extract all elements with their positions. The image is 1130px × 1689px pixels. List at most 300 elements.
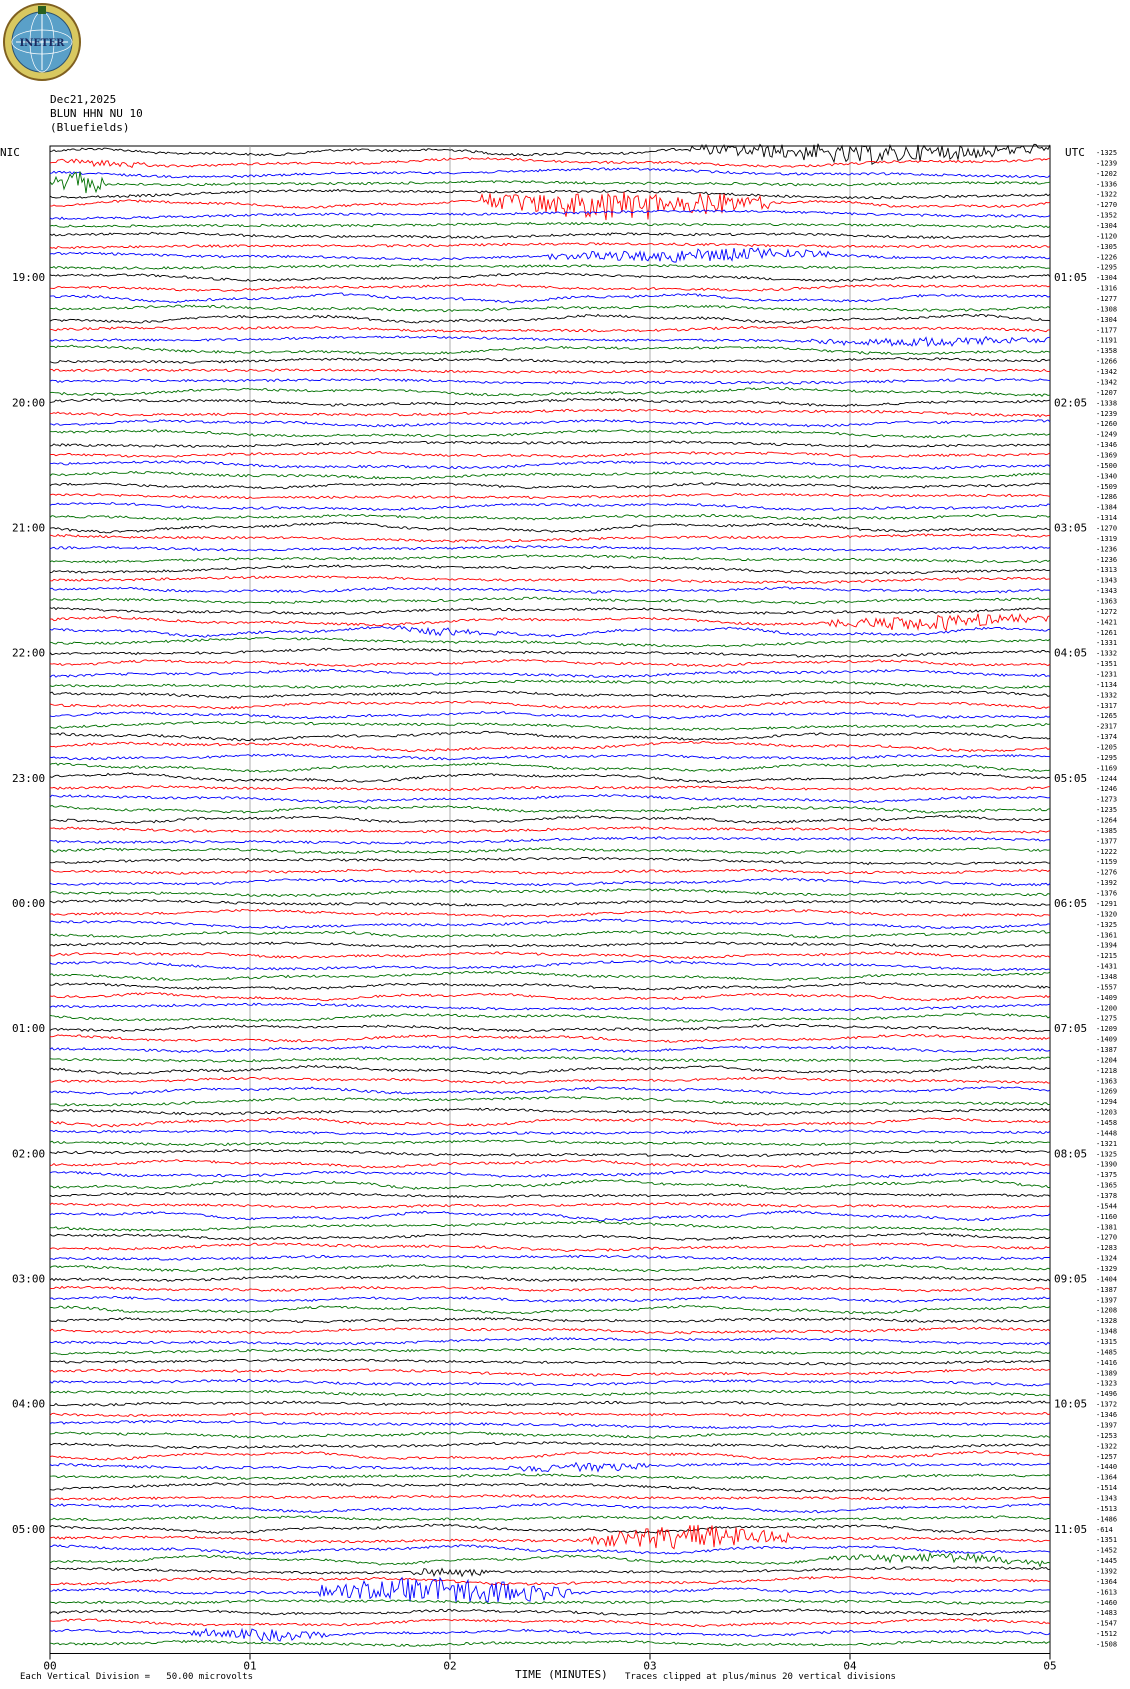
trace-line [50, 327, 1050, 333]
trace-offset-label: -1246 [1096, 785, 1118, 794]
trace-offset-label: -1231 [1096, 670, 1118, 679]
trace-offset-label: -1294 [1096, 1098, 1118, 1107]
trace-offset-label: -1270 [1096, 201, 1118, 210]
trace-offset-label: -1343 [1096, 576, 1118, 585]
left-hour-label: 02:00 [12, 1147, 46, 1161]
trace-offset-label: -1236 [1096, 555, 1118, 564]
trace-line [50, 722, 1050, 731]
trace-offset-label: -1363 [1096, 597, 1118, 606]
trace-line [50, 314, 1050, 323]
x-tick-label: 05 [1043, 1659, 1057, 1673]
trace-offset-label: -1512 [1096, 1630, 1118, 1639]
trace-offset-label: -1378 [1096, 1192, 1118, 1200]
trace-offset-label: -1351 [1096, 660, 1118, 669]
trace-offset-label: -1269 [1096, 1087, 1118, 1096]
trace-offset-label: -1351 [1096, 1536, 1118, 1545]
trace-offset-label: -1313 [1096, 566, 1118, 575]
trace-line [50, 1495, 1050, 1500]
trace-line [50, 522, 1050, 533]
trace-line [50, 1368, 1050, 1376]
left-hour-label: 01:00 [12, 1022, 46, 1036]
left-hour-label: 03:00 [12, 1272, 46, 1286]
trace-line [50, 869, 1050, 874]
trace-offset-label: -1483 [1096, 1609, 1118, 1618]
trace-offset-label: -1343 [1096, 587, 1118, 596]
trace-line [50, 1359, 1050, 1365]
trace-offset-label: -1160 [1096, 1212, 1118, 1221]
header-station: BLUN HHN NU 10 [50, 107, 143, 120]
trace-line [50, 265, 1050, 270]
right-hour-label: 07:05 [1054, 1022, 1088, 1036]
trace-line [50, 336, 1050, 346]
trace-line [50, 993, 1050, 1001]
trace-offset-label: -1352 [1096, 211, 1118, 220]
trace-offset-label: -1315 [1096, 1338, 1118, 1347]
trace-line [50, 971, 1050, 980]
trace-line [50, 1179, 1050, 1190]
trace-offset-label: -1270 [1096, 1233, 1118, 1242]
trace-offset-label: -1322 [1096, 1442, 1118, 1451]
trace-line [50, 576, 1050, 584]
right-hour-label: 10:05 [1054, 1397, 1088, 1411]
trace-offset-label: -1304 [1096, 222, 1118, 231]
trace-offset-label: -1343 [1096, 1494, 1118, 1503]
trace-offset-label: -1328 [1096, 1317, 1118, 1326]
trace-offset-label: -1323 [1096, 1379, 1118, 1388]
trace-line [50, 1525, 1050, 1549]
trace-offset-label: -1613 [1096, 1588, 1118, 1597]
trace-offset-label: -1260 [1096, 420, 1118, 429]
trace-line [50, 878, 1050, 886]
right-timezone-label: UTC [1065, 146, 1085, 159]
x-tick-label: 00 [43, 1659, 57, 1673]
right-hour-label: 02:05 [1054, 396, 1088, 410]
trace-offset-label: -1404 [1096, 1275, 1118, 1284]
left-hour-label: 22:00 [12, 646, 46, 660]
trace-line [50, 243, 1050, 249]
trace-line [50, 232, 1050, 238]
trace-offset-label: -1508 [1096, 1640, 1118, 1649]
trace-line [50, 158, 1050, 168]
trace-offset-label: -1304 [1096, 315, 1118, 324]
trace-line [50, 1171, 1050, 1178]
trace-offset-label: -1544 [1096, 1202, 1118, 1211]
right-hour-label: 11:05 [1054, 1522, 1088, 1536]
trace-line [50, 565, 1050, 574]
trace-offset-label: -1215 [1096, 952, 1118, 961]
trace-offset-label: -1331 [1096, 639, 1118, 648]
trace-offset-label: -1325 [1096, 920, 1118, 929]
trace-line [50, 1599, 1050, 1604]
trace-line [50, 1463, 1050, 1472]
trace-offset-label: -1249 [1096, 430, 1118, 439]
trace-line [50, 1265, 1050, 1272]
right-hour-label: 06:05 [1054, 896, 1088, 910]
trace-offset-label: -1305 [1096, 242, 1118, 251]
trace-offset-label: -1266 [1096, 357, 1118, 366]
trace-line [50, 189, 1050, 198]
trace-offset-label: -1500 [1096, 461, 1118, 470]
trace-offset-label: -1177 [1096, 326, 1118, 335]
trace-line [50, 952, 1050, 959]
trace-line [50, 1516, 1050, 1521]
header-date: Dec21,2025 [50, 93, 117, 106]
trace-offset-label: -1557 [1096, 983, 1118, 992]
logo-text: INETER [19, 38, 65, 49]
trace-line [50, 222, 1050, 227]
trace-offset-label: -1295 [1096, 263, 1118, 272]
trace-line [50, 1077, 1050, 1083]
trace-offset-label: -1486 [1096, 1515, 1118, 1524]
trace-line [50, 786, 1050, 791]
x-tick-label: 02 [443, 1659, 457, 1673]
left-hour-label: 20:00 [12, 396, 46, 410]
trace-offset-label: -1392 [1096, 1567, 1118, 1576]
trace-offset-label: -1236 [1096, 545, 1118, 554]
trace-line [50, 1380, 1050, 1386]
trace-offset-label: -1325 [1096, 149, 1118, 157]
trace-line [50, 1149, 1050, 1157]
trace-line [50, 452, 1050, 458]
right-hour-label: 05:05 [1054, 771, 1088, 785]
trace-line [50, 815, 1050, 823]
trace-line [50, 1203, 1050, 1209]
trace-line [50, 1640, 1050, 1646]
trace-offset-label: -1458 [1096, 1118, 1118, 1127]
trace-line [50, 614, 1050, 631]
trace-line [50, 587, 1050, 593]
trace-line [50, 379, 1050, 384]
trace-line [50, 284, 1050, 291]
trace-line [50, 1503, 1050, 1513]
trace-offset-label: -1513 [1096, 1504, 1118, 1513]
trace-offset-label: -1322 [1096, 190, 1118, 199]
trace-line [50, 430, 1050, 438]
left-hour-label: 19:00 [12, 271, 46, 285]
x-tick-label: 04 [843, 1659, 857, 1673]
trace-line [50, 1451, 1050, 1461]
trace-line [50, 399, 1050, 407]
trace-line [50, 712, 1050, 719]
trace-line [50, 1412, 1050, 1417]
trace-offset-label: -1308 [1096, 305, 1118, 314]
trace-offset-label: -1409 [1096, 993, 1118, 1002]
trace-offset-label: -1200 [1096, 1004, 1118, 1013]
trace-offset-label: -1191 [1096, 336, 1118, 345]
trace-offset-label: -1440 [1096, 1463, 1118, 1472]
trace-line [50, 420, 1050, 427]
trace-line [50, 461, 1050, 469]
trace-line [50, 1003, 1050, 1010]
trace-offset-label: -1208 [1096, 1306, 1118, 1315]
trace-line [50, 805, 1050, 813]
trace-offset-label: -1365 [1096, 1181, 1118, 1190]
trace-offset-label: -1346 [1096, 441, 1118, 450]
trace-line [50, 555, 1050, 563]
trace-line [50, 701, 1050, 709]
trace-offset-label: -1460 [1096, 1598, 1118, 1607]
trace-line [50, 546, 1050, 551]
trace-line [50, 441, 1050, 447]
trace-offset-label: -1218 [1096, 1066, 1118, 1075]
trace-offset-label: -1376 [1096, 889, 1118, 898]
trace-line [50, 1567, 1050, 1577]
trace-line [50, 1306, 1050, 1315]
trace-line [50, 597, 1050, 604]
trace-line [50, 669, 1050, 677]
trace-line [50, 168, 1050, 178]
trace-offset-label: -1452 [1096, 1546, 1118, 1555]
trace-line [50, 1619, 1050, 1627]
trace-offset-label: -1314 [1096, 514, 1118, 523]
trace-line [50, 409, 1050, 417]
trace-offset-label: -1387 [1096, 1285, 1118, 1294]
trace-offset-label: -1295 [1096, 753, 1118, 762]
trace-offset-label: -1304 [1096, 274, 1118, 283]
trace-offset-label: -1431 [1096, 962, 1118, 971]
trace-offset-label: -1445 [1096, 1557, 1118, 1566]
trace-line [50, 1221, 1050, 1231]
trace-line [50, 626, 1050, 637]
trace-offset-label: -1317 [1096, 701, 1118, 710]
trace-offset-label: -1277 [1096, 295, 1118, 304]
trace-offset-label: -1364 [1096, 1473, 1118, 1482]
trace-offset-label: -1270 [1096, 524, 1118, 533]
trace-offset-label: -1346 [1096, 1411, 1118, 1420]
trace-offset-label: -1202 [1096, 169, 1118, 178]
trace-offset-label: -1496 [1096, 1390, 1118, 1399]
trace-line [50, 1327, 1050, 1334]
trace-offset-label: -1342 [1096, 368, 1118, 377]
trace-offset-label: -1253 [1096, 1431, 1118, 1440]
trace-line [50, 942, 1050, 948]
trace-line [50, 1401, 1050, 1406]
trace-line [50, 1474, 1050, 1480]
trace-offset-label: -1381 [1096, 1223, 1118, 1232]
trace-offset-label: -1239 [1096, 409, 1118, 418]
trace-line [50, 982, 1050, 990]
trace-offset-label: -1316 [1096, 284, 1118, 293]
trace-offset-label: -1272 [1096, 607, 1118, 616]
trace-line [50, 1013, 1050, 1022]
trace-offset-label: -1375 [1096, 1171, 1118, 1180]
trace-line [50, 773, 1050, 783]
trace-offset-label: -1257 [1096, 1452, 1118, 1461]
trace-offset-label: -1390 [1096, 1160, 1118, 1169]
trace-offset-label: -1389 [1096, 1369, 1118, 1378]
trace-offset-label: -1394 [1096, 941, 1118, 950]
trace-line [50, 1609, 1050, 1615]
trace-offset-label: -1332 [1096, 649, 1118, 658]
trace-line [50, 514, 1050, 520]
trace-line [50, 848, 1050, 854]
trace-line [50, 1057, 1050, 1062]
trace-line [50, 1553, 1050, 1566]
trace-line [50, 741, 1050, 751]
trace-line [50, 1233, 1050, 1240]
trace-line [50, 691, 1050, 698]
trace-line [50, 1432, 1050, 1438]
trace-line [50, 1390, 1050, 1396]
trace-offset-label: -1283 [1096, 1244, 1118, 1253]
left-hour-label: 21:00 [12, 521, 46, 535]
trace-line [50, 248, 1050, 262]
trace-line [50, 648, 1050, 657]
trace-line [50, 494, 1050, 499]
trace-offset-label: -1205 [1096, 743, 1118, 752]
trace-offset-label: -1120 [1096, 232, 1118, 241]
trace-offset-label: -1321 [1096, 1139, 1118, 1148]
x-axis-label: TIME (MINUTES) [515, 1668, 608, 1681]
trace-offset-label: -1372 [1096, 1400, 1118, 1409]
trace-line [50, 472, 1050, 480]
trace-line [50, 837, 1050, 844]
trace-line [50, 1421, 1050, 1429]
trace-line [50, 1286, 1050, 1292]
trace-offset-label: -1385 [1096, 826, 1118, 835]
trace-line [50, 1578, 1050, 1602]
trace-offset-label: -1377 [1096, 837, 1118, 846]
trace-offset-label: -1421 [1096, 618, 1118, 627]
trace-line [50, 680, 1050, 688]
trace-line [50, 1117, 1050, 1127]
trace-offset-label: -1348 [1096, 972, 1118, 981]
trace-line [50, 1097, 1050, 1106]
trace-offset-label: -1369 [1096, 451, 1118, 460]
trace-offset-label: -1134 [1096, 680, 1118, 689]
trace-offset-label: -1239 [1096, 159, 1118, 168]
trace-line [50, 345, 1050, 354]
right-hour-label: 01:05 [1054, 271, 1088, 285]
trace-line [50, 858, 1050, 865]
trace-offset-label: -1384 [1096, 503, 1118, 512]
trace-line [50, 1296, 1050, 1302]
trace-offset-label: -1485 [1096, 1348, 1118, 1357]
trace-line [50, 608, 1050, 615]
trace-line [50, 388, 1050, 397]
trace-line [50, 1140, 1050, 1145]
left-hour-label: 05:00 [12, 1522, 46, 1536]
trace-line [50, 1130, 1050, 1135]
left-hour-label: 04:00 [12, 1397, 46, 1411]
trace-line [50, 931, 1050, 938]
trace-line [50, 900, 1050, 907]
trace-offset-label: -1397 [1096, 1296, 1118, 1305]
trace-offset-label: -1226 [1096, 253, 1118, 262]
trace-offset-label: -1222 [1096, 847, 1118, 856]
trace-line [50, 273, 1050, 282]
left-timezone-label: NIC [0, 146, 20, 159]
trace-offset-label: -1340 [1096, 472, 1118, 481]
trace-line [50, 1576, 1050, 1585]
left-hour-label: 23:00 [12, 771, 46, 785]
trace-offset-label: -1358 [1096, 347, 1118, 356]
right-hour-label: 09:05 [1054, 1272, 1088, 1286]
trace-line [50, 534, 1050, 542]
trace-line [50, 660, 1050, 667]
trace-offset-label: -1169 [1096, 764, 1118, 773]
trace-line [50, 1211, 1050, 1221]
trace-line [50, 210, 1050, 220]
trace-offset-label: -1207 [1096, 388, 1118, 397]
trace-offset-label: -1342 [1096, 378, 1118, 387]
trace-offset-label: -1364 [1096, 1577, 1118, 1586]
trace-line [50, 1524, 1050, 1533]
trace-line [50, 1034, 1050, 1042]
trace-offset-label: -1397 [1096, 1421, 1118, 1430]
trace-line [50, 293, 1050, 303]
trace-line [50, 909, 1050, 917]
trace-line [50, 305, 1050, 312]
trace-offset-label: -1374 [1096, 733, 1118, 742]
trace-offset-label: -1338 [1096, 399, 1118, 408]
trace-offset-label: -1159 [1096, 858, 1118, 867]
trace-offset-label: -1416 [1096, 1358, 1118, 1367]
trace-line [50, 1087, 1050, 1095]
trace-line [50, 1629, 1050, 1641]
trace-offset-label: -1448 [1096, 1129, 1118, 1138]
trace-line [50, 1046, 1050, 1053]
trace-line [50, 827, 1050, 833]
trace-line [50, 1243, 1050, 1251]
trace-line [50, 795, 1050, 803]
right-hour-label: 08:05 [1054, 1147, 1088, 1161]
trace-line [50, 637, 1050, 647]
trace-offset-label: -1286 [1096, 493, 1118, 502]
trace-offset-label: -1265 [1096, 712, 1118, 721]
plot-frame [50, 146, 1050, 1653]
footer-clip: Traces clipped at plus/minus 20 vertical divisions [625, 1672, 896, 1682]
trace-offset-label: -1336 [1096, 180, 1118, 189]
trace-offset-label: -1204 [1096, 1056, 1118, 1065]
trace-offset-label: -1276 [1096, 868, 1118, 877]
trace-offset-label: -1319 [1096, 534, 1118, 543]
trace-offset-label: -1325 [1096, 1150, 1118, 1159]
trace-offset-label: -1244 [1096, 774, 1118, 783]
trace-line [50, 1348, 1050, 1354]
trace-offset-label: -1209 [1096, 1025, 1118, 1034]
trace-line [50, 1275, 1050, 1281]
trace-line [50, 1192, 1050, 1197]
trace-line [50, 1338, 1050, 1345]
left-hour-label: 00:00 [12, 896, 46, 910]
trace-offset-label: -1291 [1096, 899, 1118, 908]
trace-line [50, 1160, 1050, 1168]
trace-offset-label: -1409 [1096, 1035, 1118, 1044]
header-location: (Bluefields) [50, 121, 130, 134]
trace-offset-label: -1261 [1096, 628, 1118, 637]
trace-line [50, 503, 1050, 511]
footer-scale: Each Vertical Division = 50.00 microvolts [20, 1672, 253, 1682]
trace-offset-label: -1509 [1096, 482, 1118, 491]
right-hour-label: 04:05 [1054, 646, 1088, 660]
trace-line [50, 1108, 1050, 1115]
trace-offset-label: -1514 [1096, 1484, 1118, 1493]
trace-offset-label: -1235 [1096, 806, 1118, 815]
trace-offset-label: -1203 [1096, 1108, 1118, 1117]
trace-offset-label: -2317 [1096, 722, 1118, 731]
trace-line [50, 369, 1050, 374]
trace-offset-label: -1264 [1096, 816, 1118, 825]
trace-offset-label: -1273 [1096, 795, 1118, 804]
trace-line [50, 763, 1050, 772]
trace-offset-label: -1329 [1096, 1265, 1118, 1274]
trace-offset-label: -1348 [1096, 1327, 1118, 1336]
trace-line [50, 889, 1050, 897]
x-tick-label: 03 [643, 1659, 657, 1673]
right-hour-label: 03:05 [1054, 521, 1088, 535]
trace-line [50, 754, 1050, 760]
